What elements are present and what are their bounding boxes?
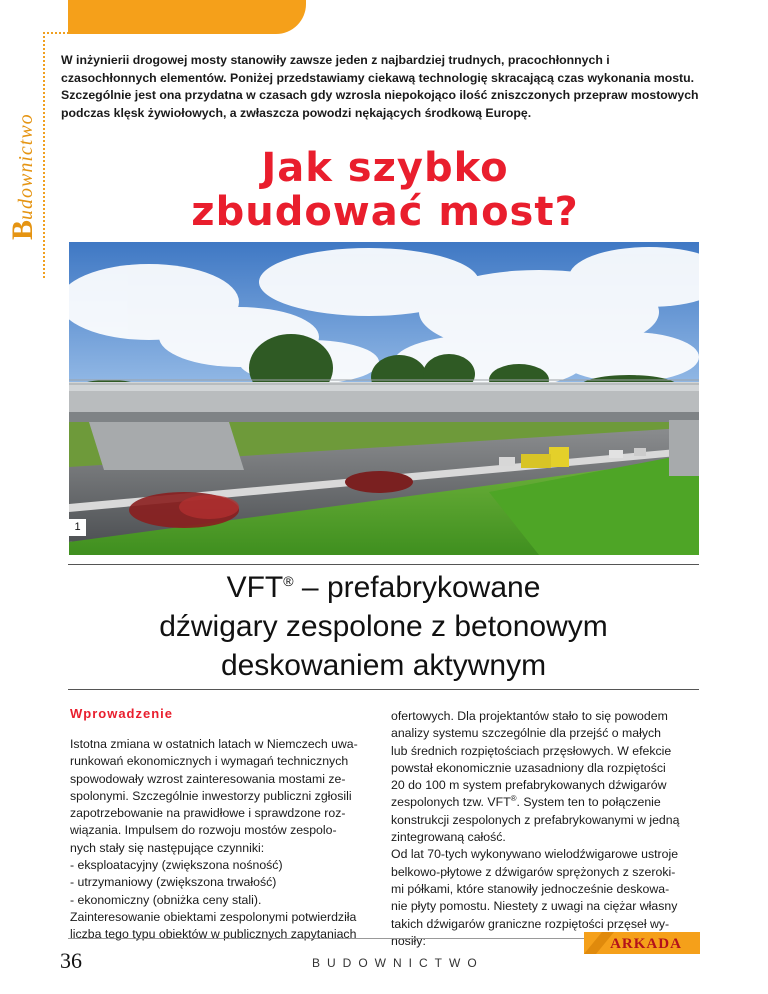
footer-label: BUDOWNICTWO [312, 956, 484, 970]
main-title-line-2: zbudować most? [191, 189, 579, 235]
left-column-line: zapotrzebowanie na prawidłowe i sprawdzone roz- [70, 806, 346, 821]
subtitle-rule-bottom [68, 689, 699, 690]
dotted-frame-horizontal [43, 32, 69, 34]
left-column-line: - utrzymaniowy (zwiększona trwałość) [70, 875, 277, 890]
right-column-line: takich dźwigarów graniczne rozpiętości przęseł wy- [391, 916, 670, 931]
page-number: 36 [60, 948, 82, 973]
right-column-line: analizy systemu szczególnie dla przejść o małych [391, 726, 661, 741]
right-column-line: belkowo-płytowe z dźwigarów sprężonych z szeroki- [391, 864, 676, 879]
main-title-line-1: Jak szybko [261, 145, 509, 191]
left-column-line: - eksploatacyjny (zwiększona nośność) [70, 858, 283, 873]
top-accent-tab [68, 0, 306, 34]
bridge-photo [69, 242, 699, 555]
right-column-line-6-start: zespolonych tzw. VFT [391, 795, 511, 810]
left-column-line: Zainteresowanie obiektami zespolonymi potwierdziła [70, 909, 357, 924]
logo-text: ARKADA [610, 936, 682, 952]
left-column-line: runkowań ekonomicznych i wymagań technicznych [70, 754, 349, 769]
right-column-line: nie płyty pomostu. Niestety z uwagi na ciężar własny [391, 899, 678, 914]
right-column [391, 708, 697, 950]
right-column-registered-mark: ® [510, 794, 517, 804]
right-column-line: ofertowych. Dla projektantów stało to się powodem [391, 709, 668, 723]
dotted-frame-vertical [43, 32, 45, 278]
right-column-line: mi półkami, które stanowiły jednocześnie deskowa- [391, 881, 670, 896]
lead-paragraph: W inżynierii drogowej mosty stanowiły zawsze jeden z najbardziej trudnych, pracochłonnych i czasochłonnych elementów. Poniżej przedstawiamy ciekawą technologię skracającą czas wykonania mostu. Szczególnie jest ona przydatna w czasach gdy wzrosla niepokojąco ilość zniszczonych przepraw mostowych podczas klęsk żywiołowych, a zwłaszcza powodzi nękających środkową Europę. [61, 53, 699, 120]
left-column-line: spowodowały wzrost zainteresowania mostami ze- [70, 771, 346, 786]
right-column-line: 20 do 100 m system prefabrykowanych dźwigarów [391, 778, 667, 793]
right-column-line: Od lat 70-tych wykonywano wielodźwigarowe ustroje [391, 847, 679, 862]
left-column-line: - ekonomiczny (obniżka ceny stali). [70, 892, 262, 907]
subtitle-rule-top [68, 564, 699, 565]
right-column-line-6-end: . System ten to połączenie [516, 795, 661, 810]
right-column-line: powstał ekonomicznie uzasadniony dla rozpiętości [391, 760, 666, 775]
right-column-line [391, 794, 697, 811]
subtitle-line-1 [227, 571, 541, 604]
arkada-logo-icon [584, 932, 700, 954]
left-column-line: wiązania. Impulsem do rozwoju mostów zespolo- [70, 823, 337, 838]
bridge-photo-illustration [69, 242, 699, 555]
left-column [70, 736, 376, 944]
arkada-logo-graphic [584, 932, 700, 954]
subtitle-registered-mark: ® [283, 573, 294, 589]
right-column-line: nosiły: [391, 933, 426, 948]
left-column-line: nych stały się następujące czynniki: [70, 840, 265, 855]
right-column-line: lub średnich rozpiętościach przęsłowych. W efekcie [391, 743, 672, 758]
section-label-rest: udownictwo [15, 113, 37, 220]
main-title [70, 146, 700, 234]
section-label-initial: B [6, 219, 39, 240]
subtitle-line-1-rest: – prefabrykowane [293, 571, 541, 604]
right-column-line: konstrukcji zespolonych z prefabrykowanymi w jedną [391, 812, 680, 827]
section-label [6, 113, 40, 240]
left-column-line: Istotna zmiana w ostatnich latach w Niemczech uwa- [70, 737, 358, 751]
left-column-line: spolonymi. Szczególnie inwestorzy publiczni zgłosili [70, 788, 352, 803]
right-column-line: zintegrowaną całość. [391, 830, 506, 845]
subtitle [68, 568, 699, 685]
subtitle-line-2: dźwigary zespolone z betonowym [159, 610, 608, 643]
left-column-line: liczba tego typu obiektów w publicznych zapytaniach [70, 927, 357, 942]
subtitle-line-3: deskowaniem aktywnym [220, 649, 547, 682]
photo-number: 1 [69, 519, 86, 536]
subtitle-vft: VFT [226, 571, 284, 604]
section-heading: Wprowadzenie [70, 706, 174, 721]
